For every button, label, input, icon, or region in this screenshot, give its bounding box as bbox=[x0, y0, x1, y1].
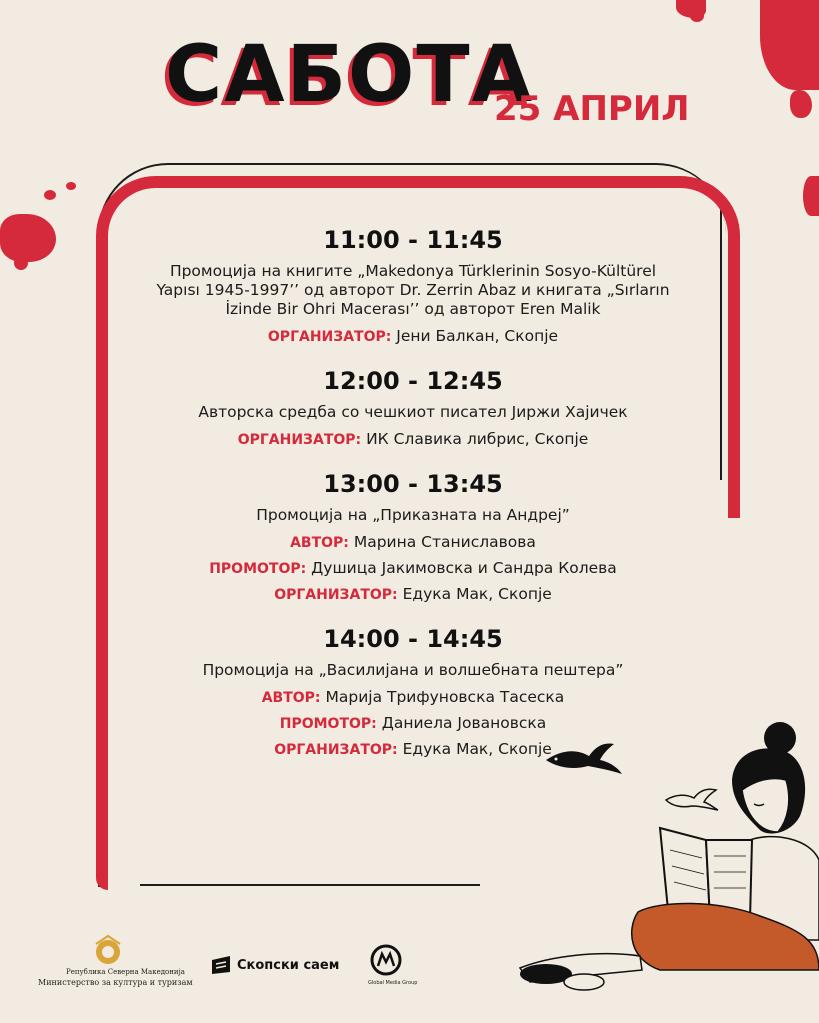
paint-splash-left-4 bbox=[14, 256, 28, 270]
role-label: АВТОР: bbox=[261, 690, 321, 706]
session-role bbox=[118, 559, 708, 579]
paint-splash-top-right-2 bbox=[690, 10, 704, 22]
role-value: Едука Мак, Скопје bbox=[402, 585, 552, 603]
role-label: ОРГАНИЗАТОР: bbox=[274, 587, 398, 603]
session-role bbox=[118, 585, 708, 605]
role-label: ОРГАНИЗАТОР: bbox=[237, 432, 362, 448]
session-description: İzinde Bir Ohri Macerası’’ од авторот Eren Malik bbox=[225, 300, 601, 318]
paint-splash-left bbox=[0, 214, 56, 262]
session-role bbox=[118, 430, 708, 450]
page-title: САБОТА bbox=[165, 30, 534, 120]
frame-outline-bottom bbox=[140, 884, 480, 886]
ministry-line2: Министерство за култура и туризам bbox=[38, 978, 193, 987]
session-role bbox=[118, 533, 708, 553]
session-time: 13:00 - 13:45 bbox=[323, 470, 503, 498]
session-description: Промоција на „Приказната на Андреј” bbox=[256, 506, 570, 524]
role-label: ПРОМОТОР: bbox=[279, 716, 377, 732]
paint-splash-left-2 bbox=[44, 190, 56, 200]
session-role bbox=[118, 327, 708, 347]
role-label: ОРГАНИЗАТОР: bbox=[274, 742, 398, 758]
schedule bbox=[118, 228, 708, 782]
global-media-group-name: Global Media Group bbox=[368, 980, 418, 986]
role-value: Марија Трифуновска Тасеска bbox=[325, 688, 565, 706]
ministry-emblem-icon bbox=[92, 934, 124, 966]
ministry-line1: Република Северна Македонија bbox=[66, 968, 185, 976]
global-media-group-logo-icon bbox=[368, 944, 404, 978]
session-time: 11:00 - 11:45 bbox=[323, 226, 503, 254]
role-label: АВТОР: bbox=[290, 535, 349, 551]
session-role bbox=[118, 688, 708, 708]
session-description: Авторска средба со чешкиот писател Јиржи Хајичек bbox=[198, 403, 628, 421]
role-value: Душица Јакимовска и Сандра Колева bbox=[311, 559, 617, 577]
schedule-block-1 bbox=[118, 228, 708, 347]
session-description: Yapısı 1945-1997’’ од авторот Dr. Zerrin Abaz и книгата „Sırların bbox=[156, 281, 670, 299]
session-description: Промоција на книгите „Makedonya Türklerinin Sosyo-Kültürel bbox=[169, 262, 657, 280]
paint-splash-left-3 bbox=[66, 182, 76, 190]
session-time: 12:00 - 12:45 bbox=[323, 367, 503, 395]
role-value: Едука Мак, Скопје bbox=[402, 740, 552, 758]
paint-splash-right-mid bbox=[803, 176, 819, 216]
event-date: 25 АПРИЛ bbox=[494, 89, 690, 129]
session-time: 14:00 - 14:45 bbox=[323, 625, 503, 653]
paint-splash-right-edge bbox=[760, 0, 819, 90]
reading-girl-illustration bbox=[510, 720, 819, 1000]
role-label: ОРГАНИЗАТОР: bbox=[267, 329, 392, 345]
role-label: ПРОМОТОР: bbox=[209, 561, 307, 577]
skopje-fair-logo-icon bbox=[210, 954, 232, 976]
frame-red-left bbox=[96, 240, 108, 890]
paint-splash-right-edge-2 bbox=[790, 90, 812, 118]
skopje-fair-name: Скопски саем bbox=[237, 958, 340, 973]
schedule-block-3 bbox=[118, 472, 708, 605]
role-value: ИК Славика либрис, Скопје bbox=[366, 430, 589, 448]
role-value: Јени Балкан, Скопје bbox=[396, 327, 559, 345]
role-value: Марина Станиславова bbox=[353, 533, 536, 551]
schedule-block-2 bbox=[118, 369, 708, 450]
session-description: Промоција на „Василијана и волшебната пештера” bbox=[202, 661, 624, 679]
role-value: Даниела Јовановска bbox=[381, 714, 547, 732]
